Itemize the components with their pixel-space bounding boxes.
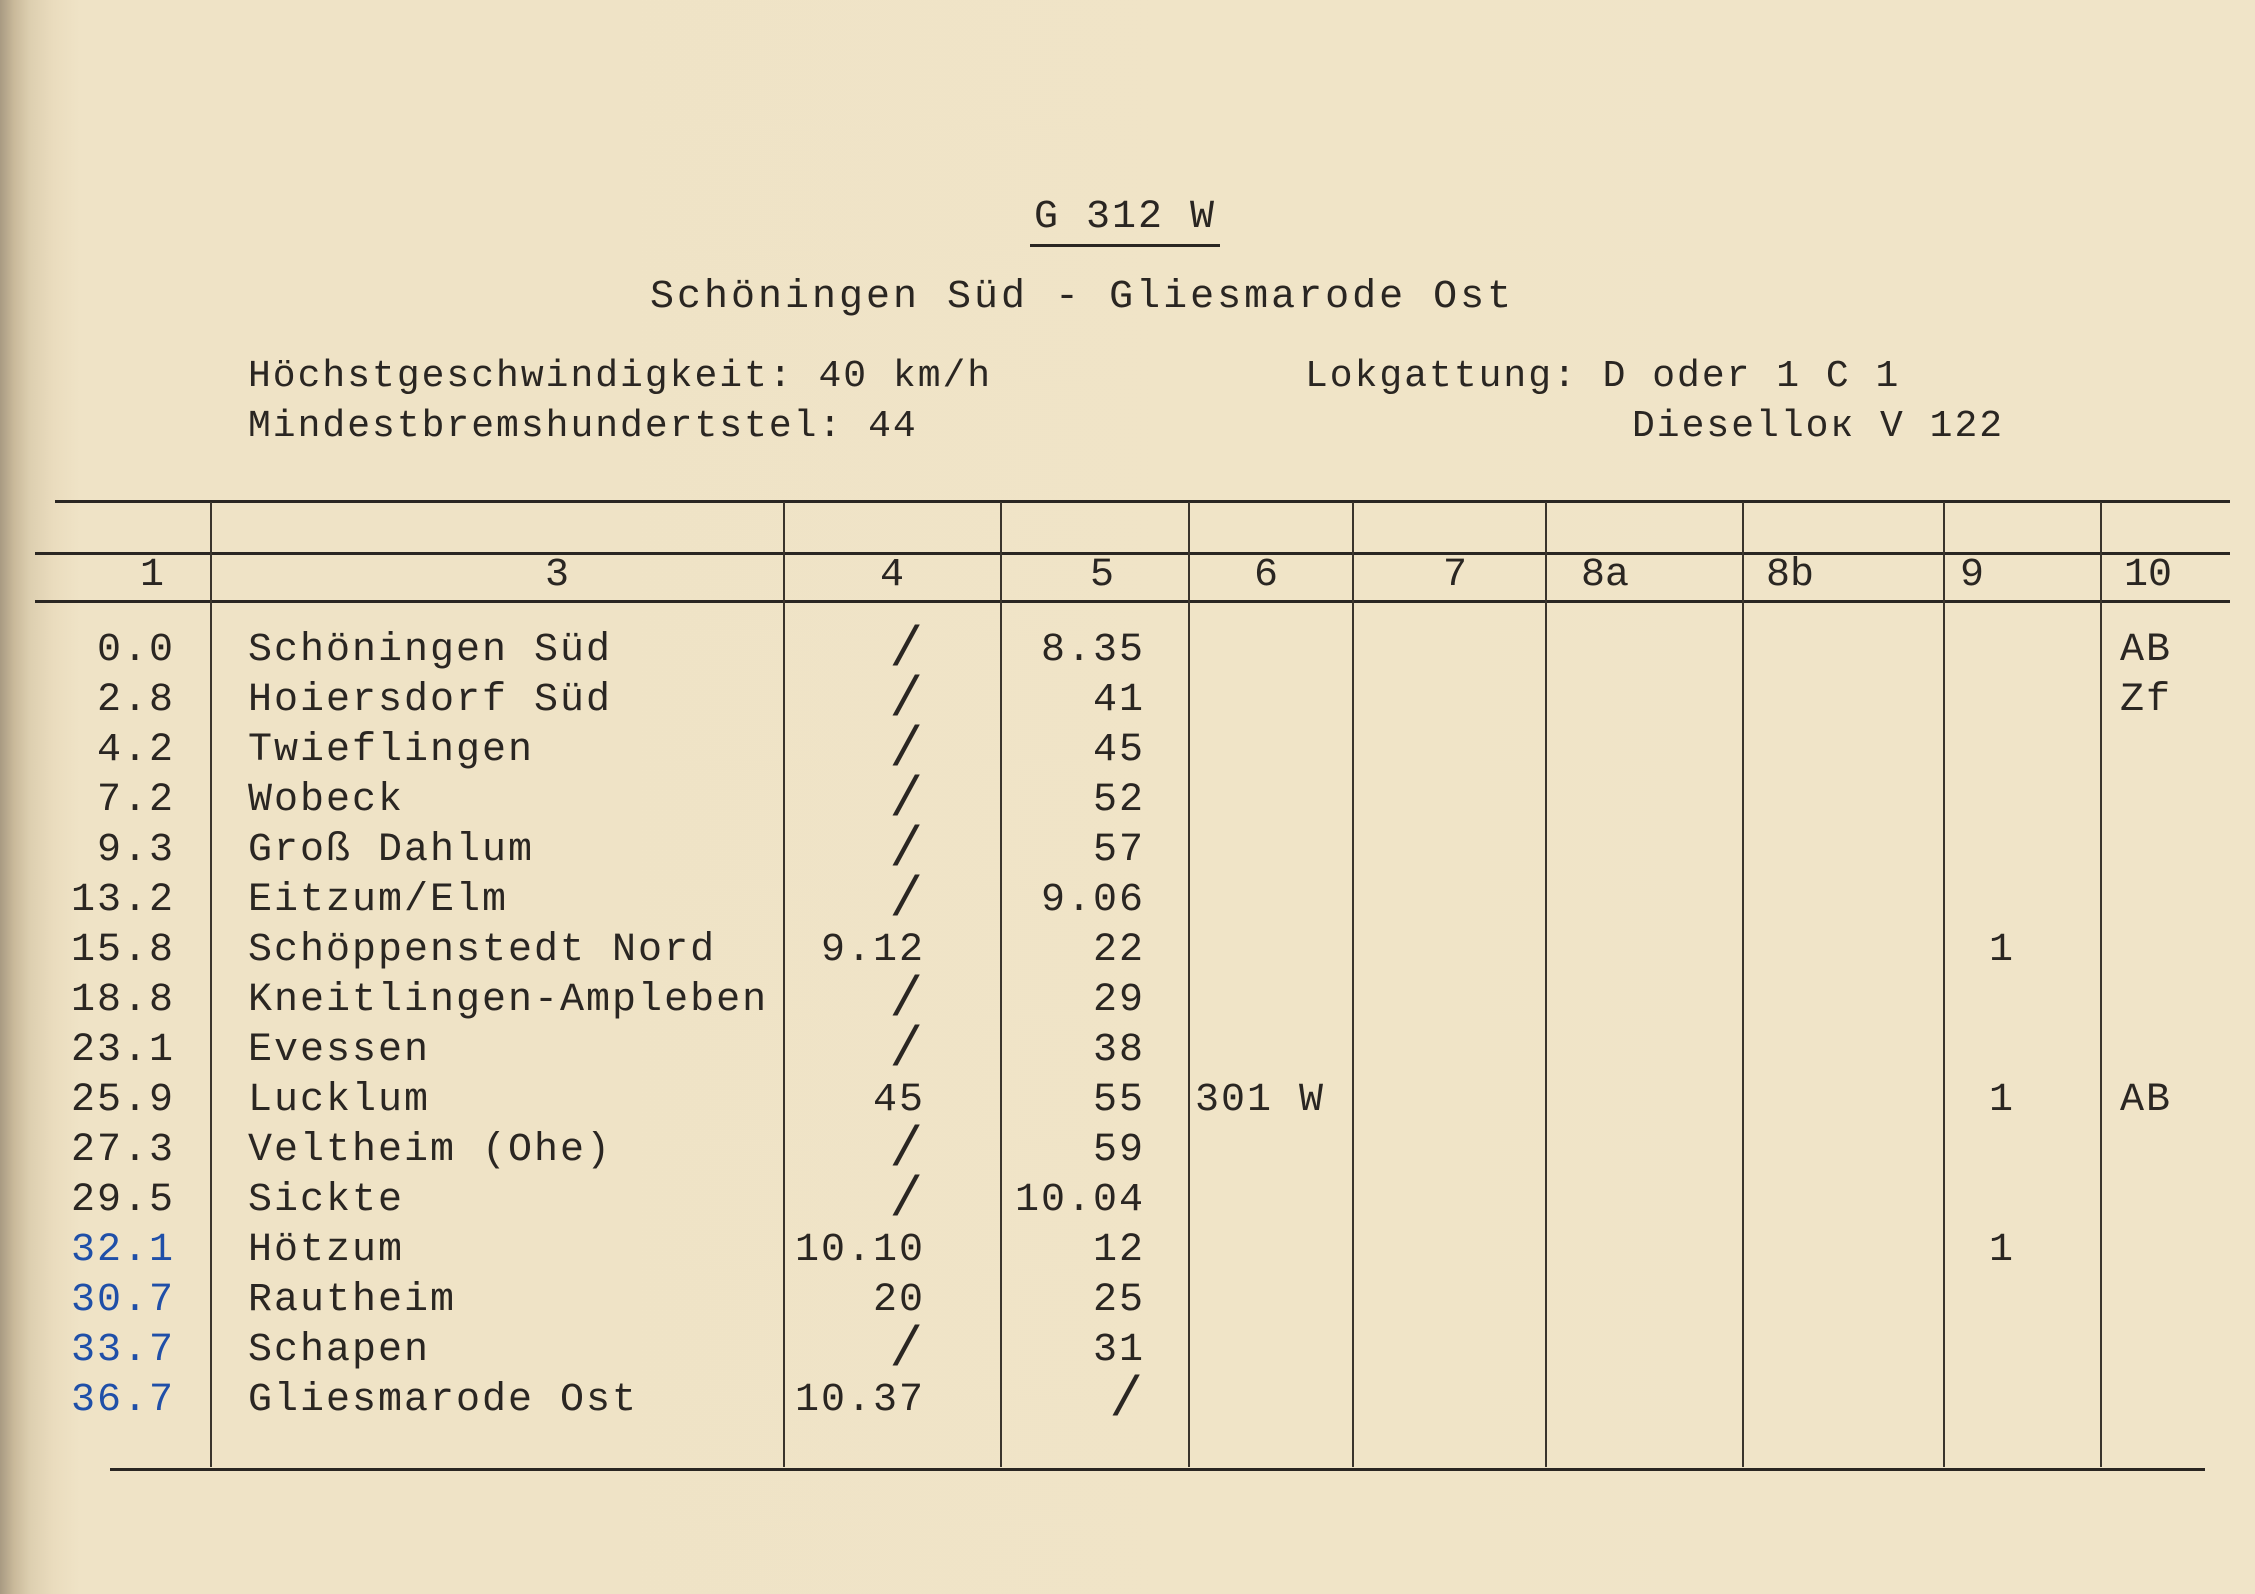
km-cell: 9.3 bbox=[96, 828, 175, 873]
km-cell: 30.7 bbox=[70, 1278, 175, 1323]
column-divider bbox=[2100, 502, 2102, 1467]
station-cell: Twieflingen bbox=[248, 728, 535, 773]
arrival-cell: 10.37 bbox=[794, 1378, 925, 1423]
departure-cell: / bbox=[1109, 1368, 1145, 1432]
km-cell: 25.9 bbox=[70, 1078, 175, 1123]
station-cell: Wobeck bbox=[248, 778, 405, 823]
column-header: 3 bbox=[544, 553, 569, 598]
arrival-cell: / bbox=[889, 868, 925, 932]
station-cell: Hoiersdorf Süd bbox=[248, 678, 613, 723]
departure-cell: 9.06 bbox=[1040, 878, 1145, 923]
departure-cell: 41 bbox=[1092, 678, 1145, 723]
station-cell: Schöningen Süd bbox=[248, 628, 613, 673]
km-cell: 13.2 bbox=[70, 878, 175, 923]
departure-cell: 25 bbox=[1092, 1278, 1145, 1323]
column-divider bbox=[1188, 502, 1190, 1467]
km-cell: 15.8 bbox=[70, 928, 175, 973]
km-cell: 27.3 bbox=[70, 1128, 175, 1173]
station-cell: Groß Dahlum bbox=[248, 828, 535, 873]
arrival-cell: 9.12 bbox=[820, 928, 925, 973]
column-9-cell: 1 bbox=[1988, 928, 2015, 973]
column-9-cell: 1 bbox=[1988, 1078, 2015, 1123]
arrival-cell: / bbox=[889, 968, 925, 1032]
departure-cell: 55 bbox=[1092, 1078, 1145, 1123]
departure-cell: 22 bbox=[1092, 928, 1145, 973]
column-header: 6 bbox=[1253, 553, 1278, 598]
column-10-cell: Zf bbox=[2120, 678, 2173, 723]
arrival-cell: / bbox=[889, 1118, 925, 1182]
train-number-title: G 312 W bbox=[1030, 195, 1220, 247]
km-cell: 4.2 bbox=[96, 728, 175, 773]
km-cell: 32.1 bbox=[70, 1228, 175, 1273]
arrival-cell: 45 bbox=[872, 1078, 925, 1123]
departure-cell: 12 bbox=[1092, 1228, 1145, 1273]
column-10-cell: AB bbox=[2120, 628, 2173, 673]
arrival-cell: / bbox=[889, 1318, 925, 1382]
column-divider bbox=[1352, 502, 1354, 1467]
arrival-cell: / bbox=[889, 818, 925, 882]
station-cell: Schöppenstedt Nord bbox=[248, 928, 717, 973]
station-cell: Evessen bbox=[248, 1028, 431, 1073]
departure-cell: 59 bbox=[1092, 1128, 1145, 1173]
column-10-cell: AB bbox=[2120, 1078, 2173, 1123]
departure-cell: 31 bbox=[1092, 1328, 1145, 1373]
departure-cell: 57 bbox=[1092, 828, 1145, 873]
km-cell: 33.7 bbox=[70, 1328, 175, 1373]
max-speed: Höchstgeschwindigkeit: 40 km/h bbox=[248, 355, 993, 398]
column-header: 10 bbox=[2123, 553, 2172, 598]
arrival-cell: / bbox=[889, 1168, 925, 1232]
departure-cell: 45 bbox=[1092, 728, 1145, 773]
arrival-cell: / bbox=[889, 668, 925, 732]
station-cell: Kneitlingen-Ampleben bbox=[248, 978, 769, 1023]
column-divider bbox=[1742, 502, 1744, 1467]
min-brake-percentage: Mindestbremshundertstel: 44 bbox=[248, 405, 918, 448]
arrival-cell: / bbox=[889, 618, 925, 682]
column-header: 1 bbox=[139, 553, 164, 598]
column-header: 5 bbox=[1089, 553, 1114, 598]
station-cell: Eitzum/Elm bbox=[248, 878, 509, 923]
crossing-cell: 301 W bbox=[1195, 1078, 1326, 1123]
km-cell: 0.0 bbox=[96, 628, 175, 673]
departure-cell: 10.04 bbox=[1014, 1178, 1145, 1223]
arrival-cell: 20 bbox=[872, 1278, 925, 1323]
km-cell: 2.8 bbox=[96, 678, 175, 723]
station-cell: Gliesmarode Ost bbox=[248, 1378, 639, 1423]
column-header: 8b bbox=[1765, 553, 1814, 598]
station-cell: Sickte bbox=[248, 1178, 405, 1223]
column-header: 9 bbox=[1959, 553, 1984, 598]
km-cell: 36.7 bbox=[70, 1378, 175, 1423]
arrival-cell: 10.10 bbox=[794, 1228, 925, 1273]
column-divider bbox=[210, 502, 212, 1467]
column-divider bbox=[1545, 502, 1547, 1467]
departure-cell: 52 bbox=[1092, 778, 1145, 823]
departure-cell: 29 bbox=[1092, 978, 1145, 1023]
departure-cell: 8.35 bbox=[1040, 628, 1145, 673]
departure-cell: 38 bbox=[1092, 1028, 1145, 1073]
arrival-cell: / bbox=[889, 1018, 925, 1082]
station-cell: Schapen bbox=[248, 1328, 431, 1373]
table-bottom-rule bbox=[110, 1468, 2205, 1471]
km-cell: 18.8 bbox=[70, 978, 175, 1023]
route-line: Schöningen Süd - Gliesmarode Ost bbox=[650, 275, 1515, 320]
arrival-cell: / bbox=[889, 768, 925, 832]
station-cell: Hötzum bbox=[248, 1228, 405, 1273]
column-9-cell: 1 bbox=[1988, 1228, 2015, 1273]
column-header: 7 bbox=[1442, 553, 1467, 598]
column-header: 8a bbox=[1580, 553, 1629, 598]
column-header: 4 bbox=[879, 553, 904, 598]
km-cell: 7.2 bbox=[96, 778, 175, 823]
station-cell: Lucklum bbox=[248, 1078, 431, 1123]
locomotive-class: Lokgattung: D oder 1 C 1 bbox=[1305, 355, 1901, 398]
table-top-rule bbox=[55, 500, 2230, 503]
station-cell: Rautheim bbox=[248, 1278, 457, 1323]
station-cell: Veltheim (Ohe) bbox=[248, 1128, 613, 1173]
diesel-locomotive: Dieselloк V 122 bbox=[1632, 405, 2005, 448]
km-cell: 29.5 bbox=[70, 1178, 175, 1223]
table-header-bottom-rule bbox=[35, 600, 2230, 603]
arrival-cell: / bbox=[889, 718, 925, 782]
column-divider bbox=[1943, 502, 1945, 1467]
km-cell: 23.1 bbox=[70, 1028, 175, 1073]
